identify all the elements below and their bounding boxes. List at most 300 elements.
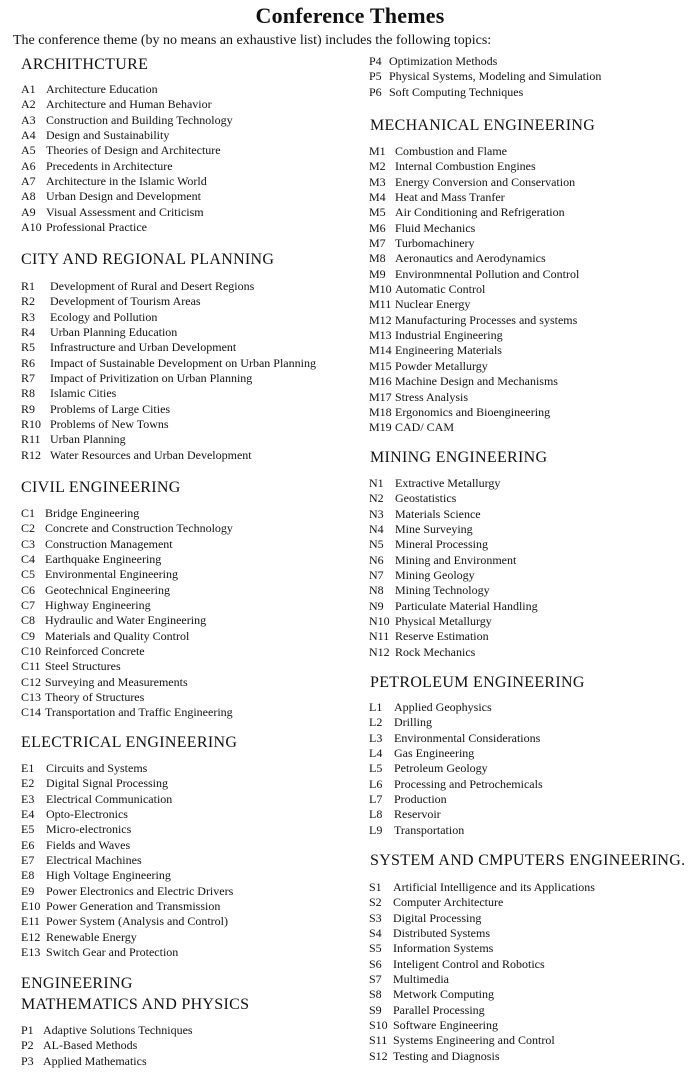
list-item	[21, 675, 233, 690]
list-item	[21, 690, 233, 705]
list-item	[369, 761, 543, 776]
list-item	[369, 159, 579, 174]
item-code: S2	[369, 895, 382, 910]
item-code: C11	[21, 659, 41, 674]
item-label: Design and Sustainability	[46, 128, 170, 143]
item-code: M4	[369, 190, 386, 205]
item-label: Adaptive Solutions Techniques	[43, 1023, 193, 1037]
list-item	[21, 159, 233, 174]
item-label: Drilling	[394, 715, 432, 730]
item-label: Reinforced Concrete	[45, 644, 145, 659]
item-label: Islamic Cities	[50, 386, 117, 401]
list-item	[21, 325, 316, 340]
item-code: C8	[21, 613, 36, 628]
item-code: L6	[369, 776, 383, 791]
item-code: E6	[21, 837, 35, 852]
list-item	[21, 294, 316, 309]
item-code: M18	[369, 404, 392, 419]
item-code: L8	[369, 807, 383, 822]
item-label: Air Conditioning and Refrigeration	[395, 205, 565, 220]
item-code: C13	[21, 690, 42, 705]
item-code: A1	[21, 82, 36, 96]
list-item	[369, 221, 579, 236]
item-code: M6	[369, 220, 386, 235]
item-code: S11	[369, 1033, 388, 1048]
item-label: Reservoir	[394, 807, 441, 822]
item-label: Mineral Processing	[395, 537, 488, 552]
item-code: N6	[369, 552, 384, 567]
list-item	[369, 553, 538, 568]
item-code: M7	[369, 236, 386, 251]
item-code: E2	[21, 776, 35, 791]
item-code: M5	[369, 205, 386, 220]
item-code: R2	[21, 294, 36, 309]
item-code: M17	[369, 389, 392, 404]
item-label: Production	[394, 792, 447, 807]
section-heading-systems: SYSTEM AND CMPUTERS ENGINEERING.	[370, 852, 686, 869]
item-code: N12	[369, 644, 390, 659]
item-label: Particulate Material Handling	[395, 598, 538, 613]
item-code: P2	[21, 1038, 34, 1053]
item-label: Stress Analysis	[395, 389, 469, 404]
item-label: Metwork Computing	[393, 987, 494, 1002]
item-label: Internal Combustion Engines	[395, 159, 536, 174]
list-item	[21, 705, 233, 720]
item-code: A8	[21, 189, 36, 204]
item-label: Fields and Waves	[46, 837, 131, 852]
item-label: Problems of New Towns	[50, 417, 169, 432]
item-code: C14	[21, 705, 42, 720]
item-code: A6	[21, 158, 36, 173]
list-item	[369, 629, 538, 644]
item-label: Inteligent Control and Robotics	[393, 956, 545, 971]
item-label: Applied Geophysics	[394, 700, 492, 714]
list-item	[369, 972, 595, 987]
list-item	[21, 1054, 193, 1069]
item-code: S12	[369, 1048, 388, 1063]
item-label: Testing and Diagnosis	[393, 1048, 500, 1063]
item-code: N4	[369, 522, 384, 537]
list-item	[21, 914, 233, 929]
list-item	[21, 82, 233, 97]
item-code: S4	[369, 926, 382, 941]
list-planning	[21, 279, 316, 463]
item-label: Ergonomics and Bioengineering	[395, 404, 551, 419]
section-heading-planning: CITY AND REGIONAL PLANNING	[21, 251, 275, 268]
list-item	[369, 359, 579, 374]
item-label: Gas Engineering	[394, 746, 475, 761]
list-item	[369, 251, 579, 266]
item-code: M8	[369, 251, 386, 266]
item-code: M15	[369, 358, 392, 373]
list-item	[369, 700, 543, 715]
item-label: Impact of Privitization on Urban Planning	[50, 371, 253, 386]
list-petroleum	[369, 700, 543, 838]
item-label: Extractive Metallurgy	[395, 476, 501, 490]
list-item	[21, 521, 233, 536]
item-label: Theories of Design and Architecture	[46, 143, 221, 158]
item-label: Applied Mathematics	[43, 1053, 147, 1068]
list-item	[369, 731, 543, 746]
item-code: E12	[21, 929, 41, 944]
item-code: R9	[21, 401, 36, 416]
list-item	[21, 340, 316, 355]
item-code: M3	[369, 174, 386, 189]
item-code: L5	[369, 761, 383, 776]
item-label: Water Resources and Urban Development	[50, 447, 252, 462]
item-label: Transportation	[394, 822, 465, 837]
list-item	[369, 1003, 595, 1018]
item-label: Aeronautics and Aerodynamics	[395, 251, 546, 266]
list-item	[21, 448, 316, 463]
item-code: M2	[369, 159, 386, 174]
item-label: Bridge Engineering	[45, 506, 140, 520]
list-item	[369, 880, 595, 895]
list-item	[21, 930, 233, 945]
list-item	[369, 175, 579, 190]
item-label: Industrial Engineering	[395, 328, 503, 343]
list-item	[369, 1049, 595, 1064]
list-item	[369, 614, 538, 629]
item-code: R8	[21, 386, 36, 401]
item-label: Reserve Estimation	[395, 629, 489, 644]
item-code: R7	[21, 371, 36, 386]
item-label: Transportation and Traffic Engineering	[45, 705, 233, 720]
item-label: Combustion and Flame	[395, 144, 507, 158]
item-code: R5	[21, 340, 36, 355]
item-code: M19	[369, 420, 392, 435]
item-label: Energy Conversion and Conservation	[395, 174, 576, 189]
item-code: E1	[21, 761, 35, 775]
list-item	[21, 884, 233, 899]
list-item	[369, 374, 579, 389]
list-item	[21, 1038, 193, 1053]
section-heading-mining: MINING ENGINEERING	[370, 449, 548, 466]
list-item	[21, 761, 233, 776]
list-architecture	[21, 82, 233, 235]
item-label: Power Electronics and Electric Drivers	[46, 883, 234, 898]
item-code: M14	[369, 343, 392, 358]
list-item	[369, 1033, 595, 1048]
list-item	[369, 645, 538, 660]
intro-text: The conference theme (by no means an exhaustive list) includes the following topics:	[13, 33, 492, 48]
item-code: S9	[369, 1002, 382, 1017]
item-code: E11	[21, 914, 40, 929]
item-code: S1	[369, 880, 382, 894]
list-item	[369, 144, 579, 159]
item-code: E7	[21, 853, 35, 868]
list-item	[369, 957, 595, 972]
item-code: P6	[369, 84, 382, 99]
item-label: Environmnental Pollution and Control	[395, 266, 580, 281]
item-code: E4	[21, 807, 35, 822]
list-item	[369, 507, 538, 522]
item-label: Turbomachinery	[395, 236, 475, 251]
item-label: Circuits and Systems	[46, 761, 148, 775]
section-heading-math-line1: ENGINEERING	[21, 975, 133, 992]
list-item	[21, 552, 233, 567]
list-item	[21, 143, 233, 158]
section-heading-architecture: ARCHITHCTURE	[21, 56, 149, 73]
item-label: Mining Technology	[395, 583, 490, 598]
item-code: N7	[369, 568, 384, 583]
item-code: M11	[369, 297, 392, 312]
list-item	[21, 220, 233, 235]
item-code: R12	[21, 447, 42, 462]
list-item	[369, 746, 543, 761]
item-code: A2	[21, 97, 36, 112]
list-item	[21, 792, 233, 807]
list-item	[369, 205, 579, 220]
list-item	[369, 54, 601, 69]
list-item	[21, 776, 233, 791]
list-math-right	[369, 54, 601, 100]
item-label: Optimization Methods	[389, 54, 498, 68]
list-item	[21, 1023, 193, 1038]
item-code: E3	[21, 791, 35, 806]
item-code: C7	[21, 598, 36, 613]
item-label: Digital Signal Processing	[46, 776, 168, 791]
list-math-left	[21, 1023, 193, 1069]
list-item	[369, 267, 579, 282]
item-label: Materials Science	[395, 506, 481, 521]
item-label: Architecture Education	[46, 82, 158, 96]
list-item	[21, 899, 233, 914]
item-label: Processing and Petrochemicals	[394, 776, 543, 791]
list-item	[21, 537, 233, 552]
list-mechanical	[369, 144, 579, 436]
item-code: C10	[21, 644, 42, 659]
item-label: Computer Architecture	[393, 895, 504, 910]
item-label: Mining and Environment	[395, 552, 517, 567]
list-item	[369, 85, 601, 100]
item-code: C4	[21, 552, 36, 567]
list-item	[369, 807, 543, 822]
item-label: Architecture in the Islamic World	[46, 174, 207, 189]
item-code: N10	[369, 614, 390, 629]
item-label: Fluid Mechanics	[395, 220, 476, 235]
list-mining	[369, 476, 538, 660]
item-label: Parallel Processing	[393, 1002, 485, 1017]
item-label: High Voltage Engineering	[46, 868, 171, 883]
item-label: Impact of Sustainable Development on Urban Planning	[50, 355, 316, 370]
item-label: Highway Engineering	[45, 598, 151, 613]
item-code: N8	[369, 583, 384, 598]
item-code: C9	[21, 628, 36, 643]
item-label: Earthquake Engineering	[45, 552, 162, 567]
list-item	[369, 190, 579, 205]
item-label: Precedents in Architecture	[46, 158, 173, 173]
list-item	[369, 420, 579, 435]
list-item	[21, 128, 233, 143]
item-label: Professional Practice	[46, 220, 147, 235]
item-label: Artificial Intelligence and its Applications	[393, 880, 595, 894]
list-item	[21, 386, 316, 401]
list-item	[21, 174, 233, 189]
item-code: S6	[369, 956, 382, 971]
item-label: Surveying and Measurements	[45, 674, 188, 689]
item-code: L2	[369, 715, 383, 730]
list-item	[21, 279, 316, 294]
item-code: A7	[21, 174, 36, 189]
list-item	[21, 659, 233, 674]
item-code: S3	[369, 910, 382, 925]
list-item	[369, 69, 601, 84]
item-label: Geotechnical Engineering	[45, 582, 170, 597]
item-label: Environmental Engineering	[45, 567, 178, 582]
item-label: Electrical Communication	[46, 791, 173, 806]
list-item	[21, 613, 233, 628]
item-label: Powder Metallurgy	[395, 358, 488, 373]
item-label: Electrical Machines	[46, 853, 142, 868]
item-code: P1	[21, 1023, 34, 1037]
list-item	[21, 583, 233, 598]
list-item	[369, 926, 595, 941]
item-label: Ecology and Pollution	[50, 309, 158, 324]
list-item	[21, 838, 233, 853]
item-label: Development of Tourism Areas	[50, 294, 201, 309]
item-label: Concrete and Construction Technology	[45, 521, 233, 536]
list-item	[21, 205, 233, 220]
item-label: Soft Computing Techniques	[389, 84, 524, 99]
item-label: Distributed Systems	[393, 926, 491, 941]
item-label: Development of Rural and Desert Regions	[50, 279, 255, 293]
list-item	[21, 868, 233, 883]
item-code: R1	[21, 279, 36, 293]
item-code: E13	[21, 945, 41, 960]
item-code: A9	[21, 204, 36, 219]
item-label: Power System (Analysis and Control)	[46, 914, 228, 929]
list-item	[369, 328, 579, 343]
item-code: C6	[21, 582, 36, 597]
item-label: AL-Based Methods	[43, 1038, 138, 1053]
item-code: L1	[369, 700, 383, 714]
item-label: Visual Assessment and Criticism	[46, 204, 204, 219]
item-label: Urban Design and Development	[46, 189, 201, 204]
item-label: Urban Planning Education	[50, 325, 178, 340]
section-heading-petroleum: PETROLEUM ENGINEERING	[370, 674, 585, 691]
item-code: R11	[21, 432, 41, 447]
list-item	[21, 432, 316, 447]
item-code: L9	[369, 822, 383, 837]
list-item	[21, 629, 233, 644]
item-code: P4	[369, 54, 382, 68]
list-item	[369, 987, 595, 1002]
list-item	[369, 941, 595, 956]
list-item	[369, 236, 579, 251]
list-item	[369, 583, 538, 598]
list-item	[369, 405, 579, 420]
list-item	[21, 644, 233, 659]
list-civil	[21, 506, 233, 721]
list-item	[369, 537, 538, 552]
item-code: P5	[369, 69, 382, 84]
item-label: Urban Planning	[50, 432, 126, 447]
list-item	[369, 895, 595, 910]
item-code: R4	[21, 325, 36, 340]
item-label: Manufacturing Processes and systems	[395, 312, 578, 327]
item-label: Engineering Materials	[395, 343, 502, 358]
item-code: M16	[369, 374, 392, 389]
list-item	[369, 343, 579, 358]
item-label: Switch Gear and Protection	[46, 945, 179, 960]
item-code: M9	[369, 266, 386, 281]
item-label: Problems of Large Cities	[50, 401, 171, 416]
list-item	[369, 911, 595, 926]
item-label: Automatic Control	[395, 282, 486, 297]
list-item	[21, 402, 316, 417]
list-item	[369, 390, 579, 405]
item-code: C2	[21, 521, 36, 536]
list-item	[21, 417, 316, 432]
list-item	[369, 522, 538, 537]
item-code: A4	[21, 128, 36, 143]
list-item	[369, 282, 579, 297]
section-heading-math-line2: MATHEMATICS AND PHYSICS	[21, 996, 250, 1013]
list-item	[369, 568, 538, 583]
item-code: R10	[21, 417, 42, 432]
item-label: Materials and Quality Control	[45, 628, 190, 643]
item-code: N2	[369, 491, 384, 506]
section-heading-mechanical: MECHANICAL ENGINEERING	[370, 117, 596, 134]
item-label: Software Engineering	[393, 1018, 498, 1033]
list-item	[21, 113, 233, 128]
list-item	[369, 1018, 595, 1033]
item-label: Machine Design and Mechanisms	[395, 374, 558, 389]
item-label: Multimedia	[393, 972, 449, 987]
item-label: Environmental Considerations	[394, 730, 541, 745]
list-item	[369, 297, 579, 312]
item-code: M10	[369, 282, 392, 297]
item-code: M13	[369, 328, 392, 343]
item-code: S10	[369, 1018, 388, 1033]
item-code: C5	[21, 567, 36, 582]
section-heading-civil: CIVIL ENGINEERING	[21, 479, 181, 496]
item-code: N5	[369, 537, 384, 552]
item-label: Micro-electronics	[46, 822, 132, 837]
list-item	[21, 945, 233, 960]
list-item	[369, 476, 538, 491]
item-code: E8	[21, 868, 35, 883]
item-label: Theory of Structures	[45, 690, 145, 705]
item-label: Heat and Mass Tranfer	[395, 190, 505, 205]
item-code: N11	[369, 629, 390, 644]
list-item	[369, 491, 538, 506]
list-item	[21, 807, 233, 822]
list-item	[21, 97, 233, 112]
item-label: Renewable Energy	[46, 929, 137, 944]
item-code: S5	[369, 941, 382, 956]
item-code: A5	[21, 143, 36, 158]
list-item	[369, 715, 543, 730]
item-label: Infrastructure and Urban Development	[50, 340, 237, 355]
item-code: R6	[21, 355, 36, 370]
list-systems	[369, 880, 595, 1064]
item-label: Opto-Electronics	[46, 807, 128, 822]
item-label: Physical Systems, Modeling and Simulation	[389, 69, 602, 84]
item-label: Architecture and Human Behavior	[46, 97, 212, 112]
item-code: E9	[21, 883, 35, 898]
item-code: S8	[369, 987, 382, 1002]
list-item	[21, 506, 233, 521]
page-title: Conference Themes	[255, 3, 445, 28]
item-code: L7	[369, 792, 383, 807]
item-label: Physical Metallurgy	[395, 614, 492, 629]
item-code: M12	[369, 312, 392, 327]
item-label: Mining Geology	[395, 568, 475, 583]
list-item	[21, 567, 233, 582]
item-label: Construction Management	[45, 536, 173, 551]
